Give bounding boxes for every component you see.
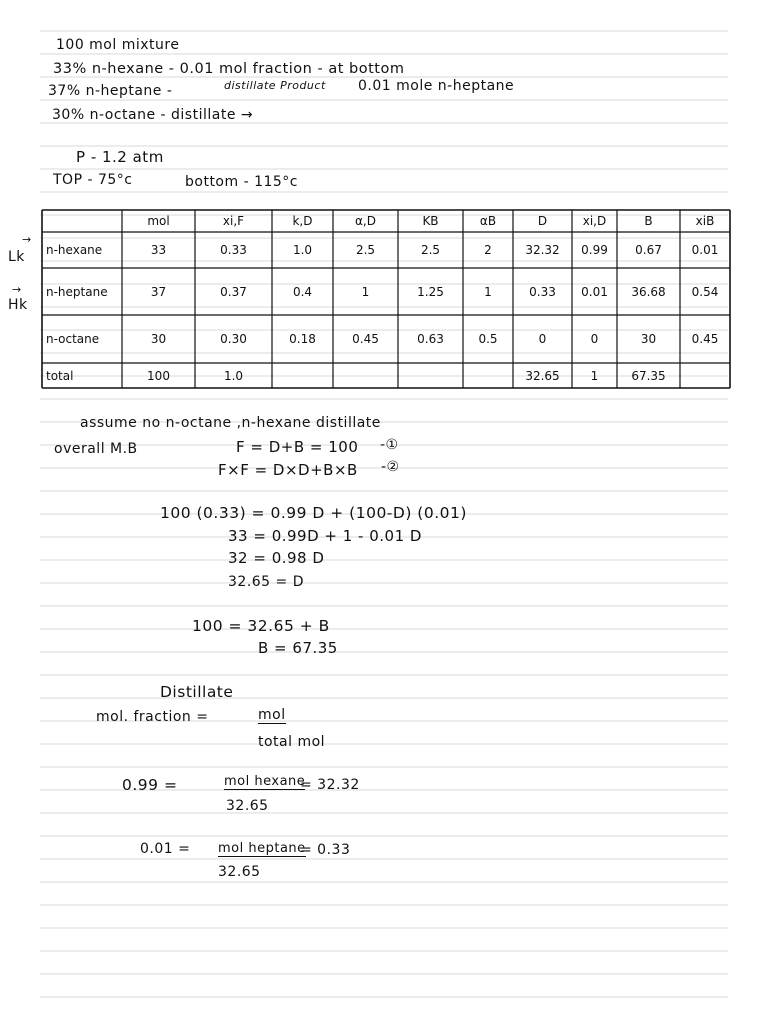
table-cell: 1 — [590, 368, 599, 383]
mol-fraction-label: mol. fraction = — [96, 709, 209, 725]
table-header-cell: α,D — [355, 214, 376, 228]
calc-step-2: 33 = 0.99D + 1 - 0.01 D — [228, 527, 422, 545]
assumption-line: assume no n-octane ,n-hexane distillate — [80, 415, 381, 431]
table-cell: 0.67 — [635, 243, 662, 257]
table-cell: 0.30 — [220, 332, 247, 346]
calc-step-6: B = 67.35 — [258, 639, 338, 657]
fraction-1-left: 0.99 = — [122, 776, 178, 794]
table-header-cell: xi,F — [222, 214, 245, 228]
table-cell: 67.35 — [631, 368, 666, 383]
fraction-2-result: = 0.33 — [300, 842, 351, 858]
table-header-cell: mol — [147, 214, 170, 228]
table-header-cell: xi,D — [582, 214, 607, 228]
calc-step-1: 100 (0.33) = 0.99 D + (100-D) (0.01) — [160, 504, 467, 522]
heptane-mole-note: 0.01 mole n-heptane — [358, 78, 515, 94]
lk-label: Lk — [8, 249, 25, 265]
mol-fraction-numerator: mol — [258, 707, 286, 723]
table-cell: 32.32 — [525, 243, 560, 257]
table-cell: 0.18 — [289, 332, 316, 346]
lk-arrow-icon: → — [22, 233, 32, 246]
hk-arrow-icon: → — [12, 283, 22, 296]
hk-label: Hk — [8, 297, 28, 313]
table-cell: 33 — [150, 243, 167, 257]
table-cell: 1 — [484, 284, 492, 299]
table-cell: 30 — [640, 332, 657, 346]
table-cell: 2 — [484, 243, 492, 257]
top-temperature: TOP - 75°c — [53, 172, 133, 188]
table-cell: 1.0 — [223, 368, 244, 383]
overall-balance-label: overall M.B — [54, 441, 138, 457]
distillate-product-note: distillate Product — [224, 79, 326, 92]
distillate-title: Distillate — [160, 683, 234, 701]
fraction-2-denominator: 32.65 — [218, 864, 261, 880]
hexane-line: 33% n-hexane - 0.01 mol fraction - at bottom — [53, 61, 405, 77]
fraction-2-left: 0.01 = — [140, 841, 191, 857]
table-header-cell: xiB — [695, 214, 715, 228]
equation-2: F×F = D×D+B×B — [218, 461, 358, 479]
table-row-label: n-heptane — [46, 284, 108, 299]
table-cell: 0.63 — [417, 332, 444, 346]
equation-1: F = D+B = 100 — [236, 438, 359, 456]
table-cell: 0.01 — [581, 284, 608, 299]
table-cell: 0.4 — [292, 284, 313, 299]
mixture-line: 100 mol mixture — [56, 37, 180, 53]
table-cell: 0.33 — [529, 284, 556, 299]
fraction-1-denominator: 32.65 — [226, 798, 269, 814]
table-cell: 32.65 — [525, 368, 560, 383]
heptane-line: 37% n-heptane - — [48, 83, 173, 99]
table-cell: 0.45 — [691, 332, 719, 346]
calc-step-3: 32 = 0.98 D — [228, 549, 325, 567]
table-row-label: n-hexane — [46, 243, 103, 257]
table-cell: 0.5 — [478, 332, 498, 346]
table-cell: 1.0 — [292, 243, 313, 257]
table-cell: 0 — [538, 332, 547, 346]
table-header-cell: B — [644, 214, 653, 228]
table-cell: 0.54 — [691, 284, 719, 299]
table-cell: 0.45 — [352, 332, 379, 346]
table-cell: 0.01 — [691, 243, 719, 257]
pressure-line: P - 1.2 atm — [76, 148, 164, 166]
table-header-cell: D — [537, 214, 548, 228]
table-cell: 36.68 — [631, 284, 666, 299]
fraction-2-numerator: mol heptane — [218, 841, 306, 856]
table-header-cell: KB — [422, 214, 439, 228]
fraction-1-result: = 32.32 — [300, 777, 360, 793]
table-cell: 2.5 — [355, 243, 376, 257]
equation-2-tag: -② — [381, 459, 400, 475]
table-row-label: n-octane — [46, 332, 100, 346]
fraction-1-numerator: mol hexane — [224, 774, 306, 789]
equation-1-tag: -① — [380, 437, 399, 453]
calc-step-4: 32.65 = D — [228, 574, 304, 590]
table-cell: 2.5 — [420, 243, 441, 257]
table-cell: 100 — [147, 368, 170, 383]
table-cell: 30 — [150, 332, 167, 346]
table-header-cell: αB — [479, 214, 497, 228]
table-cell: 0.37 — [220, 284, 247, 299]
bottom-temperature: bottom - 115°c — [185, 174, 299, 190]
table-cell: 0.33 — [220, 243, 247, 257]
table-cell: 1 — [361, 284, 370, 299]
table-cell: 1.25 — [417, 284, 444, 299]
table-cell: 0.99 — [581, 243, 608, 257]
octane-line: 30% n-octane - distillate → — [52, 107, 254, 123]
table-header-cell: k,D — [292, 214, 313, 228]
mol-fraction-denominator: total mol — [258, 734, 326, 750]
table-row-label: total — [46, 368, 74, 383]
calc-step-5: 100 = 32.65 + B — [192, 617, 330, 635]
table-cell: 0 — [590, 332, 599, 346]
table-cell: 37 — [150, 284, 167, 299]
